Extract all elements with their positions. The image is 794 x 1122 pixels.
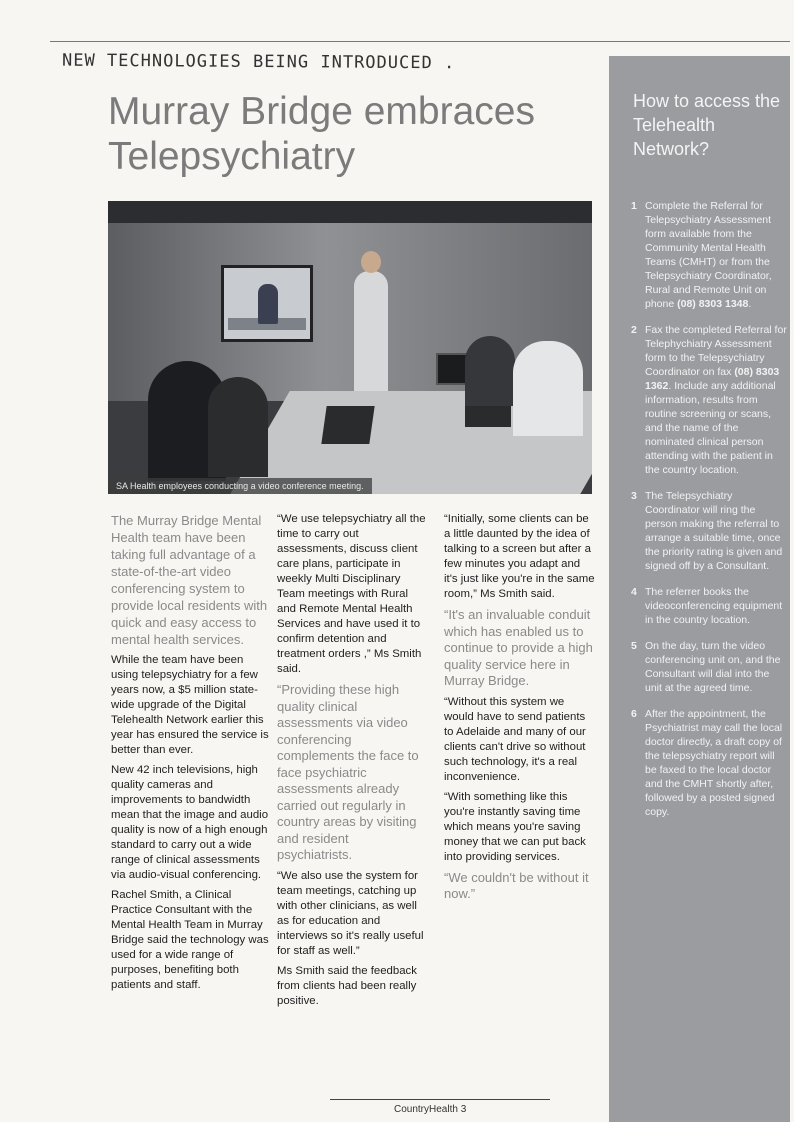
pull-quote: “Providing these high quality clinical assessments via video conferencing complements the face to face psychiatric assessments already carried out regularly in country areas by visiting and resident psychiatrists. [277, 682, 419, 862]
step-item [631, 489, 787, 573]
body-paragraph: While the team have been using telepsychiatry for a few years now, a $5 million state-wide upgrade of the Digital Telehealth Network earlier this year has ensured the service is better than ever. [111, 654, 269, 756]
body-paragraph: Rachel Smith, a Clinical Practice Consultant with the Mental Health Team in Murray Bridge said the technology was used for a wide range of purposes, benefiting both patients and staff. [111, 889, 269, 991]
step-item [631, 323, 787, 477]
step-item [631, 585, 787, 627]
steps-list [631, 199, 787, 831]
seated-person [208, 377, 268, 477]
body-paragraph: “With something like this you're instantly saving time which means you're saving money that we can put back into providing services. [444, 790, 586, 863]
seated-person [465, 336, 515, 406]
step-number: 2 [631, 324, 637, 336]
pull-quote: “It's an invaluable conduit which has enabled us to continue to provide a high quality service here in Murray Bridge. [444, 607, 593, 688]
step-number: 5 [631, 640, 637, 652]
photo-caption: SA Health employees conducting a video conference meeting. [108, 478, 372, 494]
body-paragraph: “Initially, some clients can be a little daunted by the idea of talking to a screen but after a few minutes you adapt and it's just like you're in the same room,” Ms Smith said. [444, 513, 595, 600]
body-paragraph: Ms Smith said the feedback from clients had been really positive. [277, 964, 417, 1007]
step-text: Fax the completed Referral for Telephychiatry Assessment form to the Telepsychiatry Coordinator on fax [645, 324, 787, 378]
video-screen [221, 265, 313, 342]
article-column-2 [277, 512, 427, 1014]
step-text: Complete the Referral for Telepsychiatry Assessment form available from the Community Mental Health Teams (CMHT) or from the Telepsychiatry Coordinator, Rural and Remote Unit on phone [645, 200, 772, 310]
footer-rule [330, 1099, 550, 1100]
article-column-3 [444, 512, 596, 908]
lead-paragraph: The Murray Bridge Mental Health team have been taking full advantage of a state-of-the-art video conferencing system to provide local residents with quick and easy access to mental health services. [111, 513, 268, 647]
body-paragraph: “Without this system we would have to send patients to Adelaide and many of our clients can't drive so without such technology, it's a real inconvenience. [444, 695, 586, 783]
screen-person [258, 284, 278, 324]
sidebar-heading: How to access the Telehealth Network? [633, 91, 781, 159]
photo-ceiling [108, 201, 592, 223]
body-paragraph: “We also use the system for team meetings, catching up with other clinicians, as well as for education and interviews so it's really useful for staff as well.” [277, 869, 424, 957]
step-text-end: . Include any additional information, results from routine screening or scans, and the name of the nominated clinical person attending with the patient in the country location. [645, 380, 776, 476]
step-item [631, 707, 787, 819]
laptop [321, 406, 374, 444]
seated-person [513, 341, 583, 436]
article-column-1 [111, 512, 269, 998]
step-number: 3 [631, 490, 637, 502]
top-rule [50, 41, 790, 42]
step-text: After the appointment, the Psychiatrist may call the local doctor directly, a draft copy of the telepsychiatry report will be faxed to the local doctor and the CMHT shortly after, followed by a posted signed copy. [645, 708, 783, 818]
article-photo [108, 201, 592, 494]
step-text: The referrer books the videoconferencing equipment in the country location. [645, 586, 783, 626]
step-text: The Telepsychiatry Coordinator will ring the person making the referral to arrange a suitable time, once the priority rating is given and signed off by a Consultant. [645, 490, 783, 572]
page-footer: CountryHealth 3 [394, 1104, 467, 1115]
step-item [631, 639, 787, 695]
standing-presenter [354, 271, 388, 397]
article-title: Murray Bridge embraces Telepsychiatry [108, 90, 535, 178]
fax-number: (08) 8303 1362 [645, 366, 780, 392]
step-item [631, 199, 787, 311]
presenter-head [361, 251, 381, 273]
step-number: 4 [631, 586, 637, 598]
sidebar-panel [609, 56, 790, 1122]
body-paragraph: New 42 inch televisions, high quality cameras and improvements to bandwidth mean that the image and audio quality is now of a high enough standard to carry out a wide range of clinical assessments via audio-visual conferencing. [111, 764, 269, 881]
step-text-end: . [748, 298, 752, 310]
phone-number: (08) 8303 1348 [677, 298, 749, 310]
step-number: 6 [631, 708, 637, 720]
step-number: 1 [631, 200, 637, 212]
pull-quote: “We couldn't be without it now.” [444, 869, 589, 901]
step-text: On the day, turn the video conferencing unit on, and the Consultant will dial into the unit at the agreed time. [645, 640, 781, 694]
handwritten-note: NEW TECHNOLOGIES BEING INTRODUCED . [61, 50, 456, 74]
body-paragraph: “We use telepsychiatry all the time to carry out assessments, discuss client care plans, participate in weekly Multi Disciplinary Team meetings with Rural and Remote Mental Health Services and have used it to confirm detention and treatment orders ,” Ms Smith said. [277, 513, 426, 675]
